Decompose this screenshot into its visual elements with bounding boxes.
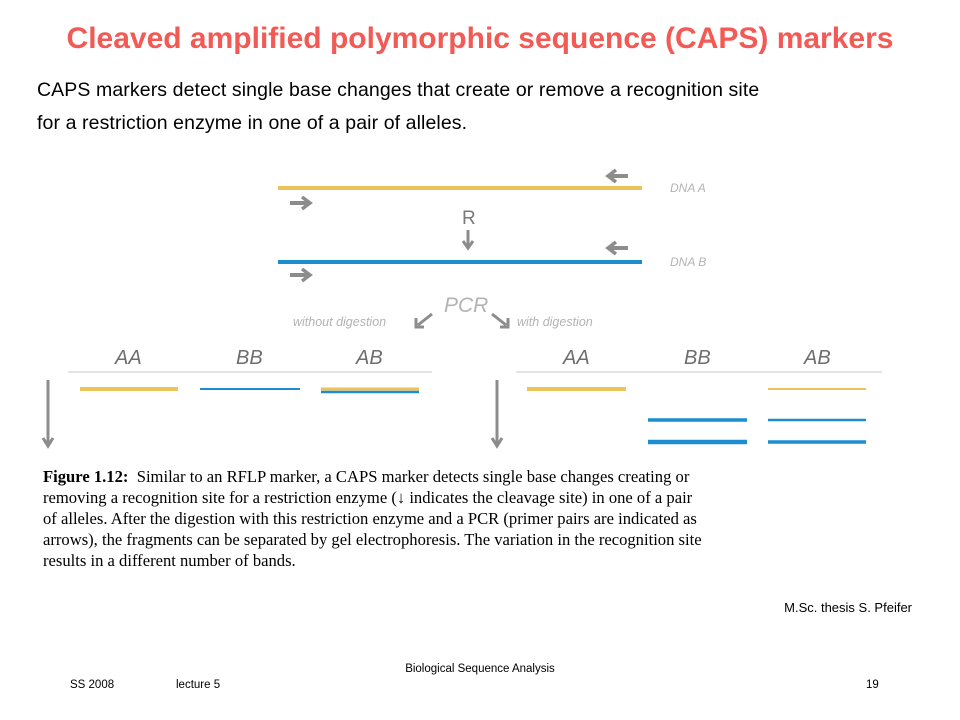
with-digestion-label: with digestion	[517, 315, 593, 329]
figure-credit: M.Sc. thesis S. Pfeifer	[784, 600, 912, 615]
intro-line-1: CAPS markers detect single base changes that create or remove a recognition site	[37, 79, 760, 101]
figure-caption	[43, 466, 893, 571]
footer-page-number: 19	[866, 679, 879, 691]
pcr-label: PCR	[444, 294, 489, 317]
gel-right-header-aa: AA	[563, 347, 590, 369]
slide-title: Cleaved amplified polymorphic sequence (CAPS) markers	[66, 22, 894, 55]
figure-caption-line-3: of alleles. After the digestion with this restriction enzyme and a PCR (primer pairs are indicated as	[43, 509, 697, 528]
figure-caption-label: Figure 1.12:	[43, 467, 129, 486]
gel-right-header-bb: BB	[684, 347, 711, 369]
dna-b-label: DNA B	[670, 255, 707, 269]
intro-line-2: for a restriction enzyme in one of a pair of alleles.	[37, 112, 468, 134]
recognition-site-label: R	[462, 208, 476, 229]
gel-right-header-ab: AB	[804, 347, 831, 369]
with-digestion-arrow	[492, 314, 508, 327]
dna-a-label: DNA A	[670, 181, 706, 195]
primer-reverse-a-arrow	[608, 170, 628, 182]
primer-reverse-b-arrow	[608, 242, 628, 254]
gel-left-migration-arrow	[43, 380, 53, 446]
gel-left-header-aa: AA	[115, 347, 142, 369]
without-digestion-arrow	[416, 314, 432, 327]
primer-forward-b-arrow	[290, 269, 310, 281]
without-digestion-label: without digestion	[293, 315, 387, 329]
figure-caption-line-2: removing a recognition site for a restriction enzyme (↓ indicates the cleavage site) in one of a pair	[43, 488, 693, 507]
gel-right-migration-arrow	[492, 380, 502, 446]
cleavage-site-icon	[463, 230, 473, 248]
footer-lecture: lecture 5	[176, 679, 221, 691]
figure-caption-line-5: results in a different number of bands.	[43, 551, 296, 570]
footer-course-title: Biological Sequence Analysis	[405, 663, 555, 675]
primer-forward-a-arrow	[290, 197, 310, 209]
footer-term: SS 2008	[70, 679, 115, 691]
gel-left-header-bb: BB	[236, 347, 263, 369]
gel-left-header-ab: AB	[356, 347, 383, 369]
figure-caption-line-4: arrows), the fragments can be separated by gel electrophoresis. The variation in the recognition site	[43, 530, 702, 549]
figure-caption-line-1: Similar to an RFLP marker, a CAPS marker detects single base changes creating or	[136, 467, 690, 486]
